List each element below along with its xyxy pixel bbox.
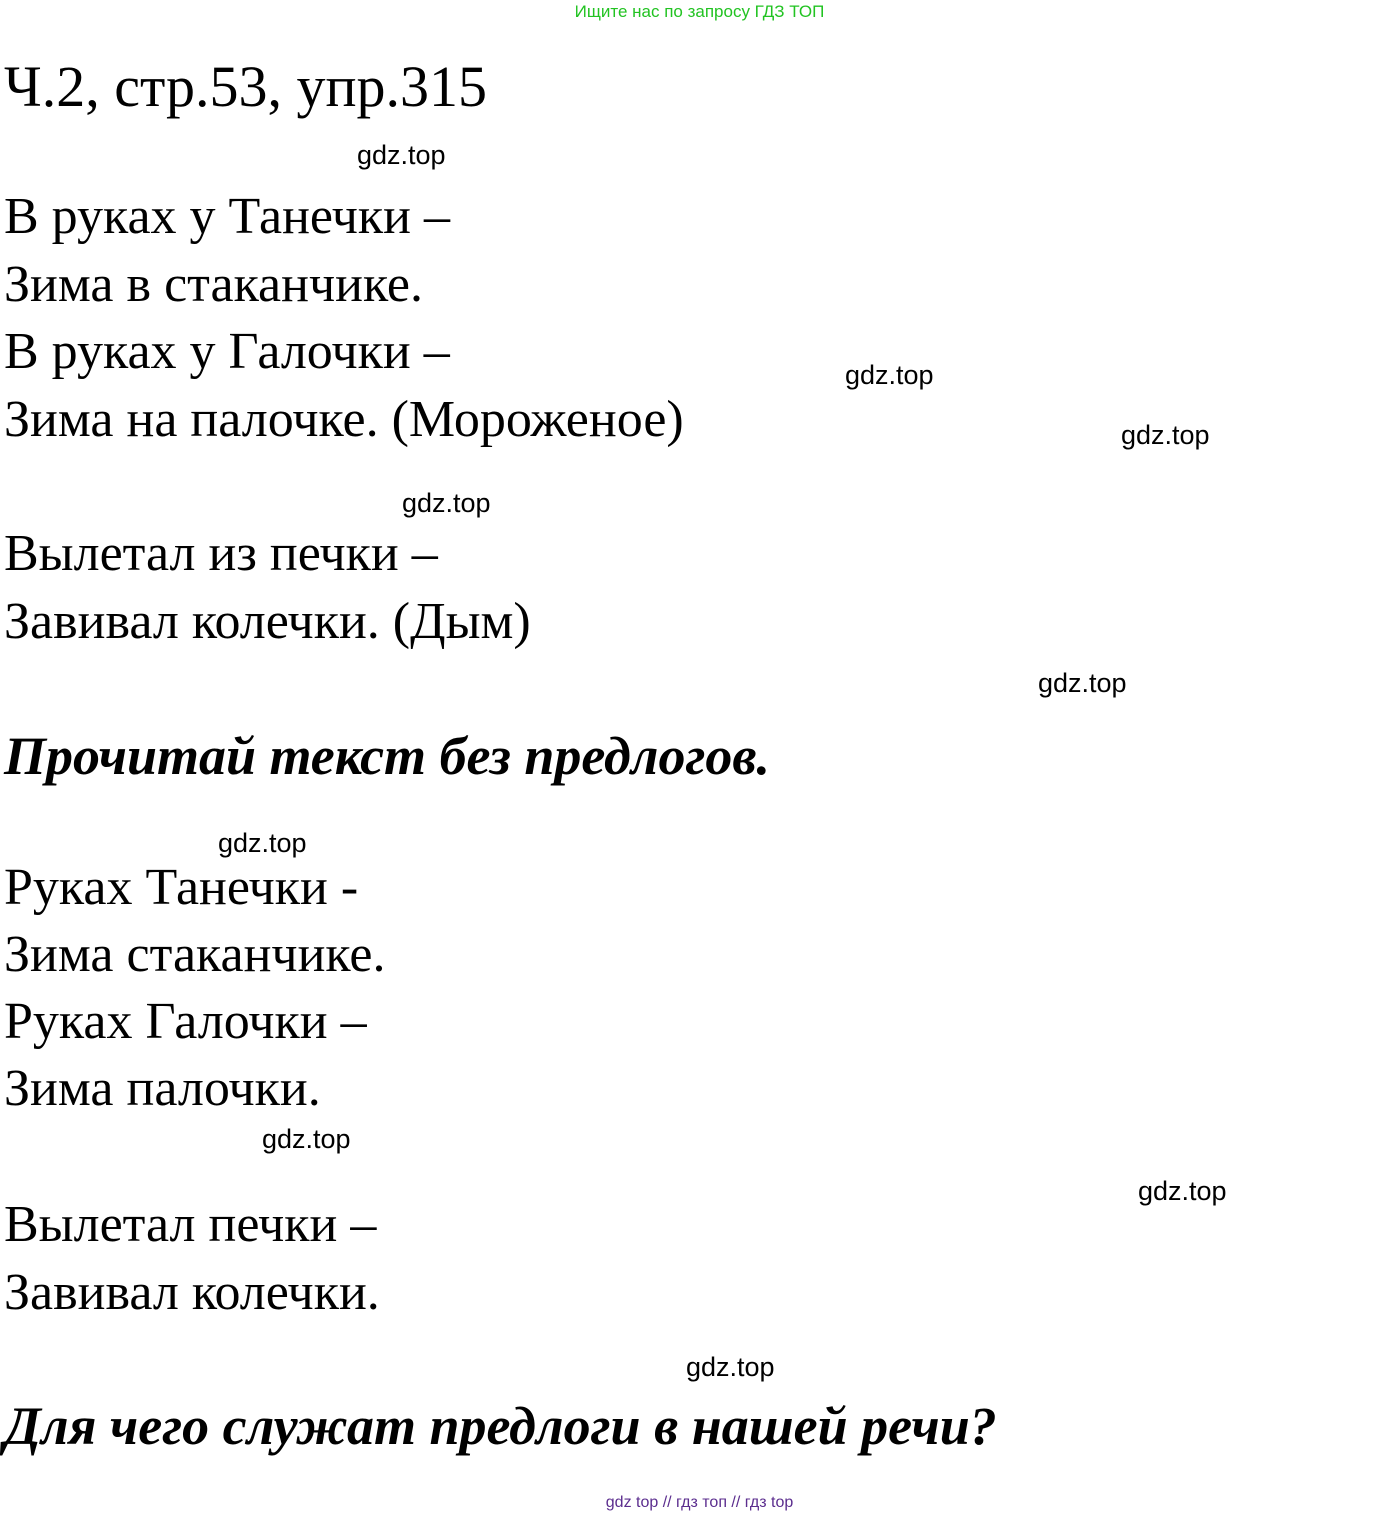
watermark: gdz.top <box>218 828 307 858</box>
watermark: gdz.top <box>845 360 934 390</box>
watermark: gdz.top <box>686 1352 775 1382</box>
search-banner: Ищите нас по запросу ГДЗ ТОП <box>574 2 825 21</box>
text1-line-4: Зима палочки. <box>4 1060 321 1117</box>
riddle1-line-4: Зима на палочке. (Мороженое) <box>4 391 684 448</box>
text2-line-2: Завивал колечки. <box>4 1264 380 1321</box>
watermark: gdz.top <box>1138 1176 1227 1206</box>
text2-line-1: Вылетал печки – <box>4 1196 377 1253</box>
riddle1-line-3: В руках у Галочки – <box>4 323 450 380</box>
exercise-title: Ч.2, стр.53, упр.315 <box>4 54 488 119</box>
task-heading-read: Прочитай текст без предлогов. <box>4 726 771 786</box>
riddle1-line-1: В руках у Танечки – <box>4 188 450 245</box>
watermark: gdz.top <box>357 140 446 170</box>
footer-links: gdz top // гдз топ // гдз top <box>605 1494 794 1511</box>
riddle2-line-1: Вылетал из печки – <box>4 525 438 582</box>
text1-line-2: Зима стаканчике. <box>4 926 386 983</box>
task-heading-question: Для чего служат предлоги в нашей речи? <box>4 1396 997 1456</box>
riddle2-line-2: Завивал колечки. (Дым) <box>4 593 531 650</box>
watermark: gdz.top <box>1121 420 1210 450</box>
riddle1-line-2: Зима в стаканчике. <box>4 256 423 313</box>
watermark: gdz.top <box>1038 668 1127 698</box>
watermark: gdz.top <box>402 488 491 518</box>
text1-line-1: Руках Танечки - <box>4 859 359 916</box>
watermark: gdz.top <box>262 1124 351 1154</box>
text1-line-3: Руках Галочки – <box>4 993 367 1050</box>
